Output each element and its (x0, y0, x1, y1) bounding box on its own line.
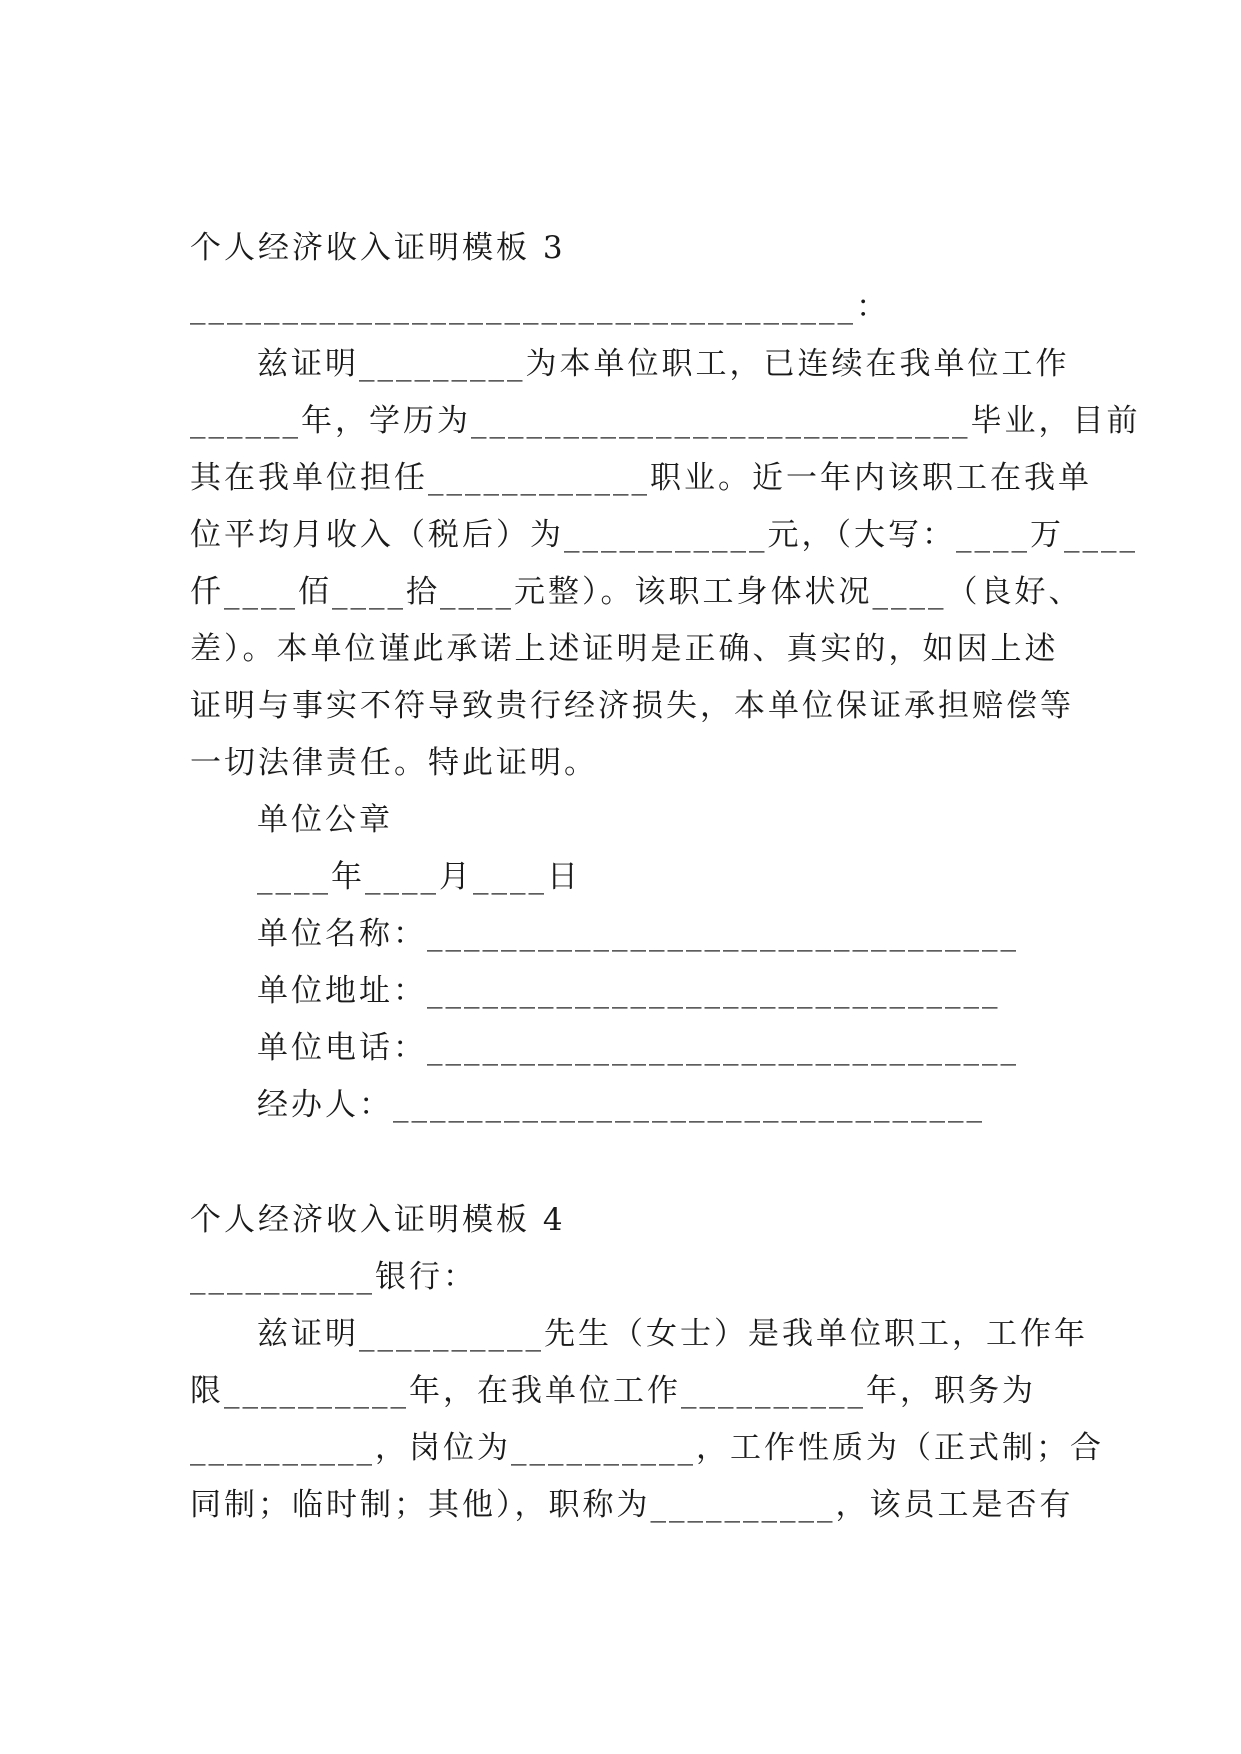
section3-date: ____年____月____日 (257, 859, 581, 895)
section3-body-line: 差）。本单位谨此承诺上述证明是正确、真实的，如因上述 (190, 631, 1059, 667)
section4-body-line: 限__________年，在我单位工作__________年，职务为 (190, 1373, 1036, 1409)
section3-company-phone: 单位电话：________________________________ (257, 1030, 1019, 1066)
section3-title: 个人经济收入证明模板 3 (190, 230, 566, 266)
section3-seal: 单位公章 (257, 802, 393, 838)
section3-body-line: 证明与事实不符导致贵行经济损失，本单位保证承担赔偿等 (190, 688, 1074, 724)
section3-body-line: 其在我单位担任____________职业。近一年内该职工在我单 (190, 460, 1092, 496)
section4-body-line: 兹证明__________先生（女士）是我单位职工，工作年 (257, 1316, 1088, 1352)
section4-body-line: __________，岗位为__________，工作性质为（正式制；合 (190, 1430, 1104, 1466)
section4-salutation: __________银行： (190, 1259, 477, 1295)
section3-body-line: 仟____佰____拾____元整）。该职工身体状况____（良好、 (190, 574, 1083, 610)
section3-handler: 经办人：________________________________ (257, 1087, 985, 1123)
section3-company-name: 单位名称：________________________________ (257, 916, 1019, 952)
section4-title: 个人经济收入证明模板 4 (190, 1202, 566, 1238)
section4-body-line: 同制；临时制；其他），职称为__________，该员工是否有 (190, 1487, 1074, 1523)
section3-salutation: ____________________________________： (190, 289, 890, 325)
section3-body-line: 位平均月收入（税后）为___________元，（大写：____万____ (190, 517, 1138, 553)
section3-body-line: 兹证明_________为本单位职工，已连续在我单位工作 (257, 346, 1070, 382)
section3-company-address: 单位地址：_______________________________ (257, 973, 1001, 1009)
section3-body-line: 一切法律责任。特此证明。 (190, 745, 598, 781)
section3-body-line: ______年，学历为___________________________毕业，目前 (190, 403, 1141, 439)
